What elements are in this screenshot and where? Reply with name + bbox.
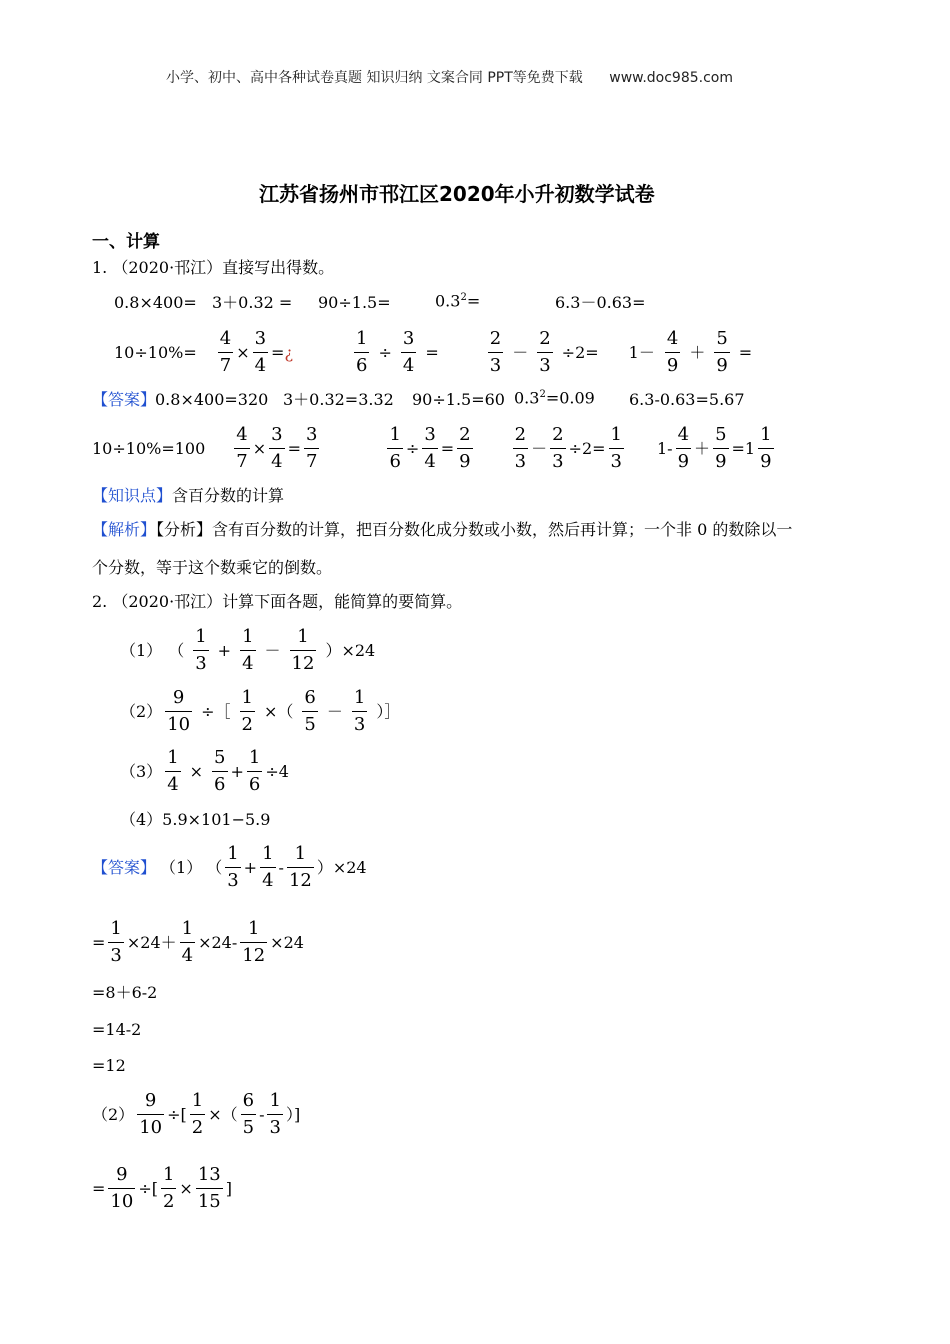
one-dash: 1-	[657, 438, 673, 458]
eq-sign: =	[440, 438, 455, 458]
times-sign: ×	[189, 761, 204, 781]
frac-1-4: $\frac{1}{4}$	[242, 626, 254, 674]
times24-dash: ×24-	[198, 932, 238, 952]
frac-1-9: 1 9	[760, 424, 772, 472]
eq-sign: =	[271, 342, 285, 362]
frac-3-4: $\frac{3}{4}$	[424, 424, 436, 472]
q2-answer-1	[92, 845, 367, 890]
q1-r2-start: 10÷10%=	[114, 342, 197, 362]
frac-9-10: $\frac{9}{10}$	[110, 1164, 134, 1212]
div-sign: ÷	[405, 438, 420, 458]
dash-sign: -	[278, 857, 284, 877]
ans-c: 90÷1.5=60	[412, 390, 505, 409]
frac-6-5: 6 5	[304, 687, 316, 735]
frac-3-4: $\frac{3}{4}$	[271, 424, 283, 472]
close-brackets: ）］	[376, 701, 401, 721]
eq-one: =1	[731, 438, 756, 458]
frac-3-4: $\frac{3}{4}$	[254, 328, 267, 376]
frac-4-7: $\frac{4}{7}$	[219, 328, 232, 376]
frac-6-5: 6 5	[242, 1090, 255, 1138]
close-times-24: ）×24	[325, 640, 376, 660]
eq-sign: =	[92, 932, 106, 952]
ans-e: 6.3-0.63=5.67	[629, 390, 745, 409]
q1-item-d	[435, 293, 480, 309]
question-1-stem: 1. （2020·邗江）直接写出得数。	[92, 258, 335, 277]
analysis	[92, 522, 792, 538]
div-sign: ÷	[378, 342, 392, 362]
eq-sign: =	[92, 1178, 106, 1198]
frac-1-3: 1 3	[269, 1090, 281, 1138]
section-heading: 一、计算	[92, 232, 160, 252]
frac-1-12: 1 12	[291, 626, 315, 674]
frac-2-3: 2 3	[514, 424, 527, 472]
frac-3-4b: $\frac{3}{4}$	[402, 328, 415, 376]
times-sign: ×	[179, 1178, 193, 1198]
a2-label: （2）	[92, 1104, 135, 1124]
frac-1-4: $\frac{1}{4}$	[181, 918, 194, 966]
div2-eq: ÷2=	[568, 438, 606, 458]
frac-2-9: $\frac{2}{9}$	[459, 424, 471, 472]
q1-item-e: 6.3－0.63=	[555, 293, 646, 312]
frac-5-9: $\frac{5}{9}$	[716, 328, 728, 376]
plus-sign: +	[243, 857, 258, 877]
frac-1-2: $\frac{1}{2}$	[241, 687, 253, 735]
site-banner	[166, 71, 733, 85]
frac-2-3b: $\frac{2}{3}$	[539, 328, 551, 376]
analysis-line-2: 个分数，等于这个数乘它的倒数。	[92, 558, 333, 577]
frac-1-4: $\frac{1}{4}$	[167, 747, 179, 795]
knowledge-point	[92, 488, 284, 504]
frac-13-15: $\frac{13}{15}$	[197, 1164, 221, 1212]
q1-item-b: 3＋0.32 =	[212, 293, 293, 312]
plus-sign: +	[230, 761, 244, 781]
frac-1-2: $\frac{1}{2}$	[162, 1164, 175, 1212]
frac-1-3: 1 3	[227, 843, 239, 891]
open-paren: （	[206, 857, 223, 877]
q2-part-3	[120, 749, 289, 794]
exam-title: 江苏省扬州市邗江区2020年小升初数学试卷	[259, 182, 655, 206]
times-sign: ×	[236, 342, 250, 362]
question-2-stem: 2. （2020·邗江）计算下面各题，能简算的要简算。	[92, 592, 463, 611]
frac-4-7: $\frac{4}{7}$	[236, 424, 248, 472]
q1-d-base: 0.3	[435, 291, 461, 311]
ans-row2	[92, 426, 777, 471]
ans-d	[514, 390, 595, 406]
frac-1-6: $\frac{1}{6}$	[389, 424, 401, 472]
div-bracket: ÷［	[201, 701, 231, 721]
dash-sign: -	[259, 1104, 265, 1124]
analysis-line-1: 【分析】含有百分数的计算，把百分数化成分数或小数，然后再计算；一个非 0 的数除以一	[156, 520, 793, 539]
times24: ×24	[270, 932, 304, 952]
p1-label: （1）	[120, 640, 163, 660]
q2-part-1	[120, 628, 381, 673]
frac-1-3: 1 3	[195, 626, 207, 674]
times-sign: ×	[252, 438, 267, 458]
frac-4-9: 4 9	[677, 424, 690, 472]
p3-label: （3）	[120, 761, 163, 781]
open-paren: （	[168, 640, 185, 660]
q1-item-c: 90÷1.5=	[318, 293, 391, 312]
close-times-24: ）×24	[316, 857, 367, 877]
frac-3-7: $\frac{3}{7}$	[306, 424, 318, 472]
times24-plus: ×24＋	[126, 932, 177, 952]
frac-1-12: $\frac{1}{12}$	[242, 918, 266, 966]
close-bracket: ]	[225, 1178, 232, 1198]
close-brackets: ）]	[285, 1104, 301, 1124]
eq-sign: =	[287, 438, 301, 458]
a1-step-1	[92, 920, 304, 965]
minus-sign: －	[512, 342, 529, 362]
ans-d-val: =0.09	[545, 388, 595, 408]
ans-r2-start: 10÷10%=100	[92, 438, 206, 458]
a1-step-4: =12	[92, 1056, 126, 1075]
answer-label: 【答案】	[92, 857, 157, 877]
plus-sign: ＋	[694, 438, 711, 458]
knowledge-text: 含百分数的计算	[172, 486, 285, 505]
q1-d-exp: 2	[460, 292, 467, 303]
q1-row2	[114, 330, 758, 375]
div2-eq: ÷2=	[561, 342, 599, 362]
times-paren: ×（	[208, 1104, 238, 1124]
plus-sign: ＋	[689, 342, 706, 362]
a1-label: （1）	[160, 857, 203, 877]
div-4: ÷4	[265, 761, 289, 781]
minus-sign: －	[264, 640, 281, 660]
ans-d-base: 0.3	[514, 388, 540, 408]
ans-a: 0.8×400=320	[155, 390, 269, 409]
q2-part-2	[120, 689, 406, 734]
frac-1-4: $\frac{1}{4}$	[262, 843, 274, 891]
minus-sign: －	[326, 701, 343, 721]
frac-5-9: $\frac{5}{9}$	[715, 424, 727, 472]
eq-sign: =	[425, 342, 439, 362]
q1-d-eq: =	[466, 291, 481, 311]
garbled-glyph: ¿	[284, 342, 294, 362]
div-bracket: ÷[	[138, 1178, 158, 1198]
ans-d-exp: 2	[539, 389, 546, 400]
a2-step-1	[92, 1166, 232, 1211]
q2-answer-2	[92, 1092, 300, 1137]
frac-4-9: 4 9	[666, 328, 679, 376]
minus-sign: －	[531, 438, 548, 458]
frac-1-6: $\frac{1}{6}$	[248, 747, 261, 795]
eq-sign: =	[738, 342, 753, 362]
banner-text: 小学、初中、高中各种试卷真题 知识归纳 文案合同 PPT等免费下载	[166, 70, 583, 86]
frac-1-3: $\frac{1}{3}$	[610, 424, 622, 472]
frac-9-10: $\frac{9}{10}$	[167, 687, 191, 735]
frac-1-3: $\frac{1}{3}$	[110, 918, 122, 966]
frac-1-12: 1 12	[288, 843, 312, 891]
banner-url[interactable]: www.doc985.com	[609, 70, 733, 86]
one-minus: 1－	[628, 342, 655, 362]
frac-1-2: $\frac{1}{2}$	[191, 1090, 204, 1138]
ans-b: 3＋0.32=3.32	[283, 390, 394, 409]
q1-item-a: 0.8×400=	[114, 293, 197, 312]
frac-5-6: $\frac{5}{6}$	[214, 747, 226, 795]
a1-step-3: =14-2	[92, 1020, 142, 1039]
times-paren: ×（	[263, 701, 294, 721]
frac-2-3: 2 3	[489, 328, 502, 376]
q2-part-4: （4）5.9×101−5.9	[120, 810, 271, 829]
knowledge-label: 【知识点】	[92, 486, 173, 505]
answer-label: 【答案】	[92, 390, 157, 409]
a1-step-2: =8＋6-2	[92, 983, 158, 1002]
div-bracket: ÷[	[167, 1104, 187, 1124]
plus-sign: +	[217, 640, 232, 660]
p2-label: （2）	[120, 701, 163, 721]
frac-2-3: $\frac{2}{3}$	[552, 424, 564, 472]
frac-1-6: $\frac{1}{6}$	[356, 328, 368, 376]
analysis-label: 【解析】	[92, 520, 157, 539]
frac-9-10: $\frac{9}{10}$	[139, 1090, 163, 1138]
frac-1-3: 1 3	[353, 687, 366, 735]
